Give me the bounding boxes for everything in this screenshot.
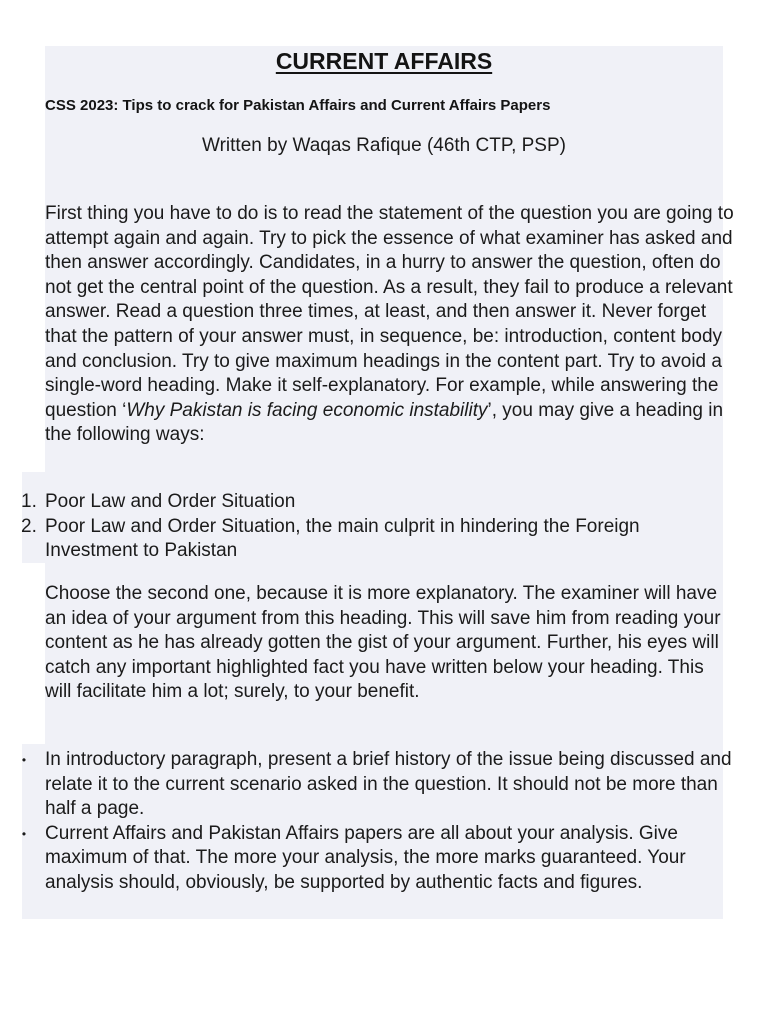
intro-text-end: ’, you may give a heading in the following ways: [45,399,724,446]
list-item-text: Current Affairs and Pakistan Affairs papers are all about your analysis. Give maximum of that. The more your analysis, the more marks guaranteed. Your analysis should, obviously, be supported by authentic facts and figures. [45,822,686,893]
list-item [21,515,735,564]
intro-text-start: First thing you have to do is to read the statement of the question you are going to attempt again and again. Try to pick the essence of what examiner has asked and then answer accordingly. Candidates, in a hurry to answer the question, often do not get the central point of the question. As a result, they fail to produce a relevant answer. Read a question three times, at least, and then answer it. Never forget that the pattern of your answer must, in sequence, be: introduction, content body and conclusion. Try to give maximum headings in the content part. Try to avoid a single-word heading. Make it self-explanatory. For example, while answering the question ‘ [45,203,734,421]
author-byline: Written by Waqas Rafique (46th CTP, PSP) [202,135,566,156]
example-question-italic: Why Pakistan is facing economic instability [126,399,488,421]
list-item [21,822,735,896]
list-item [21,490,735,515]
second-paragraph: Choose the second one, because it is more explanatory. The examiner will have an idea of your argument from this heading. This will save him from reading your content as he has already gotten the gist of your argument. Further, his eyes will catch any important highlighted fact you have written below your heading. This will facilitate him a lot; surely, to your benefit. [45,583,721,703]
intro-paragraph [45,202,735,448]
list-item-text: In introductory paragraph, present a brief history of the issue being discussed and relate it to the current scenario asked in the question. It should not be more than half a page. [45,749,732,820]
heading-options-list [21,490,735,564]
document-subtitle: CSS 2023: Tips to crack for Pakistan Affairs and Current Affairs Papers [45,97,551,114]
list-number: 2. [21,515,37,537]
document-title: CURRENT AFFAIRS [275,48,493,74]
list-item-text: Poor Law and Order Situation, the main culprit in hindering the Foreign Investment to Pakistan [45,515,640,562]
tips-bullet-list [21,748,735,896]
list-number: 1. [21,491,37,512]
list-item-text: Poor Law and Order Situation [45,491,296,512]
bullet-icon: • [21,753,27,767]
list-item [21,748,735,822]
bullet-icon: • [21,826,27,841]
